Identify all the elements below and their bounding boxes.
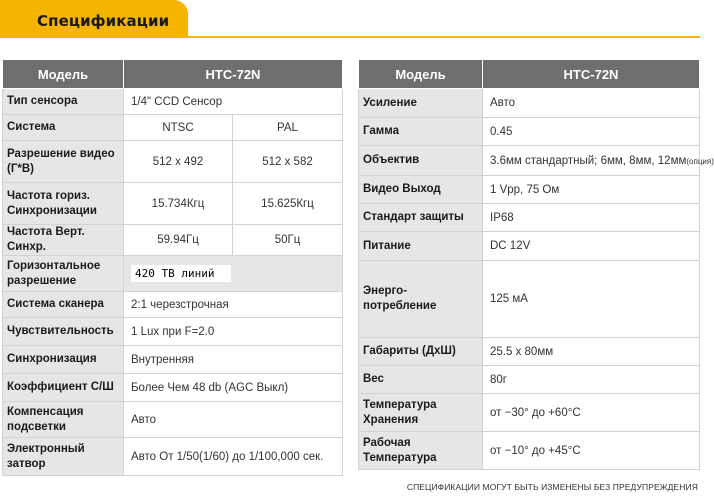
disclaimer-footnote: СПЕЦИФИКАЦИИ МОГУТ БЫТЬ ИЗМЕНЕНЫ БЕЗ ПРЕДУПРЕЖДЕНИЯ — [406, 482, 698, 492]
spec-value-pal: PAL — [233, 115, 343, 141]
spec-table-right — [358, 59, 714, 470]
spec-value-pal: 15.625Кгц — [233, 183, 343, 225]
spec-label: Стандарт защиты — [359, 204, 483, 232]
spec-value-pal: 512 x 582 — [233, 141, 343, 183]
spec-label: Система сканера — [3, 292, 124, 318]
table-row — [3, 225, 343, 256]
spec-label: Компенсация подсветки — [3, 402, 124, 438]
column-header-product: HTC-72N — [124, 60, 343, 89]
spec-value: 1 Lux при F=2.0 — [124, 318, 343, 346]
table-row — [3, 183, 343, 225]
table-row — [359, 204, 700, 232]
table-row — [3, 318, 343, 346]
column-header-model: Модель — [359, 60, 483, 89]
spec-label: Температура Хранения — [359, 394, 483, 432]
spec-value: DC 12V — [483, 232, 700, 261]
spec-value: 0.45 — [483, 118, 700, 146]
table-row — [359, 89, 700, 118]
spec-value: Более Чем 48 db (AGC Выкл) — [124, 374, 343, 402]
spec-label: Частота Верт. Синхр. — [3, 225, 124, 256]
spec-value: от −30° до +60°C — [483, 394, 700, 432]
spec-value-pal: 50Гц — [233, 225, 343, 256]
spec-label: Гамма — [359, 118, 483, 146]
spec-value: 125 мА — [483, 261, 700, 338]
table-row — [3, 438, 343, 476]
spec-label: Габариты (ДхШ) — [359, 338, 483, 366]
spec-label: Система — [3, 115, 124, 141]
spec-label: Питание — [359, 232, 483, 261]
spec-value: 25.5 x 80мм — [483, 338, 700, 366]
table-row — [3, 89, 343, 115]
spec-value-cell — [483, 146, 714, 176]
table-row — [3, 402, 343, 438]
spec-value: 2:1 черезстрочная — [124, 292, 343, 318]
table-row — [3, 141, 343, 183]
spec-value: 1 Vpp, 75 Ом — [483, 176, 700, 204]
spec-value: Внутренняя — [124, 346, 343, 374]
table-row — [3, 256, 343, 292]
table-row — [359, 366, 700, 394]
spec-value: Авто — [124, 402, 343, 438]
spec-label: Синхронизация — [3, 346, 124, 374]
table-row — [3, 292, 343, 318]
spec-value: от −10° до +45°C — [483, 432, 700, 470]
spec-value-ntsc: 15.734Кгц — [124, 183, 233, 225]
spec-value: 1/4" CCD Сенсор — [124, 89, 343, 115]
spec-label: Горизонтальное разрешение — [3, 256, 124, 292]
spec-value: 420 ТВ линий — [131, 265, 231, 282]
spec-value: Авто От 1/50(1/60) до 1/100,000 сек. — [124, 438, 343, 476]
spec-label: Тип сенсора — [3, 89, 124, 115]
table-header-row — [3, 60, 343, 89]
spec-label: Объектив — [359, 146, 483, 176]
spec-label: Вес — [359, 366, 483, 394]
table-row — [3, 374, 343, 402]
table-row — [359, 232, 700, 261]
table-row — [359, 118, 700, 146]
header-divider — [0, 36, 700, 38]
spec-label: Видео Выход — [359, 176, 483, 204]
spec-value: 80г — [483, 366, 700, 394]
spec-value-cell — [124, 256, 343, 292]
spec-value-ntsc: NTSC — [124, 115, 233, 141]
table-row — [359, 176, 700, 204]
table-row — [359, 146, 700, 176]
table-row — [359, 432, 700, 470]
spec-label: Усиление — [359, 89, 483, 118]
table-row — [3, 346, 343, 374]
spec-label: Рабочая Температура — [359, 432, 483, 470]
spec-value: 3.6мм стандартный; 6мм, 8мм, 12мм — [490, 154, 687, 167]
page-title: Спецификации — [37, 12, 170, 30]
column-header-product: HTC-72N — [483, 60, 700, 89]
spec-value: Авто — [483, 89, 700, 118]
table-row — [359, 261, 700, 338]
table-header-row — [359, 60, 700, 89]
spec-table-left — [2, 59, 343, 476]
spec-label: Электронный затвор — [3, 438, 124, 476]
spec-value-note: (опция) — [686, 156, 714, 166]
spec-label: Разрешение видео (Г*В) — [3, 141, 124, 183]
column-header-model: Модель — [3, 60, 124, 89]
spec-label: Частота гориз. Синхронизации — [3, 183, 124, 225]
spec-label — [359, 261, 483, 338]
table-row — [359, 394, 700, 432]
spec-value-ntsc: 59.94Гц — [124, 225, 233, 256]
spec-value-ntsc: 512 x 492 — [124, 141, 233, 183]
table-row — [359, 338, 700, 366]
spec-value: IP68 — [483, 204, 700, 232]
spec-label: Чувствительность — [3, 318, 124, 346]
spec-label: Коэффициент С/Ш — [3, 374, 124, 402]
table-row — [3, 115, 343, 141]
spec-label-text: Энерго-потребление — [363, 285, 437, 312]
